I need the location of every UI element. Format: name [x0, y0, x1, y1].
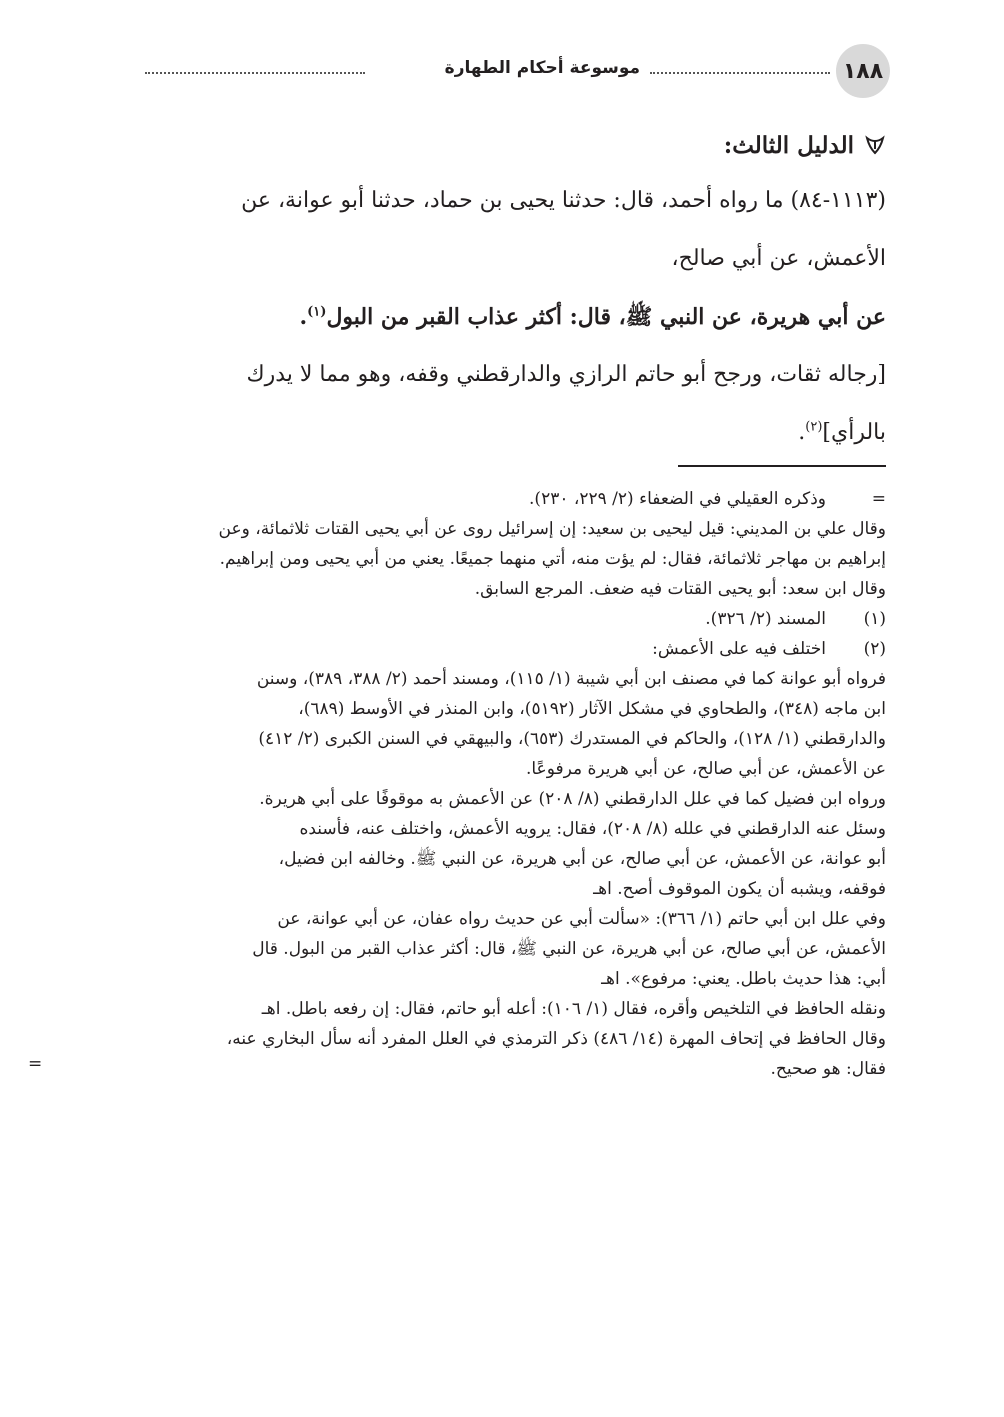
- section-heading: [146, 118, 886, 172]
- footnote-line: إبراهيم بن مهاجر ثلاثمائة، فقال: لم يؤت منه، أتي منهما جميعًا. يعني من أبي يحيى ومن إبراهيم.: [219, 549, 886, 569]
- footnote-1: [146, 604, 886, 634]
- continuation-marker: =: [871, 489, 886, 509]
- footnote-ref-1[interactable]: (١): [307, 304, 327, 320]
- footnote-line: والدارقطني (١/ ١٢٨)، والحاكم في المستدرك (٦٥٣)، والبيهقي في السنن الكبرى (٢/ ٤١٢): [258, 729, 886, 749]
- isnad-line-1: (١١١٣-٨٤) ما رواه أحمد، قال: حدثنا يحيى بن حماد، حدثنا أبو عوانة، عن: [241, 188, 886, 213]
- hadith-matn: [146, 288, 886, 346]
- footnote-line: اختلف فيه على الأعمش:: [652, 639, 826, 659]
- continued-marker: =: [28, 1054, 43, 1074]
- footnote-line: وذكره العقيلي في الضعفاء (٢/ ٢٢٩، ٢٣٠).: [529, 489, 826, 509]
- footnote-line: ابن ماجه (٣٤٨)، والطحاوي في مشكل الآثار (٥١٩٢)، وابن المنذر في الأوسط (٦٨٩)،: [298, 699, 886, 719]
- grading-line-1: [رجاله ثقات، ورجح أبو حاتم الرازي والدارقطني وقفه، وهو مما لا يدرك: [246, 362, 886, 387]
- footnote-line: فوقفه، ويشبه أن يكون الموقوف أصح. اهـ: [593, 879, 886, 899]
- footnote-line: فرواه أبو عوانة كما في مصنف ابن أبي شيبة (١/ ١١٥)، ومسند أحمد (٢/ ٣٨٨، ٣٨٩)، وسنن: [256, 669, 886, 689]
- grading-line-2: بالرأي]: [822, 420, 886, 445]
- footnote-line: وقال علي بن المديني: قيل ليحيى بن سعيد: إن إسرائيل روى عن أبي يحيى القتات ثلاثمائة، وعن: [218, 519, 886, 539]
- header-dotted-rule-right: [650, 72, 830, 74]
- footnote-continuation: [146, 484, 886, 514]
- footnote-line: أبي: هذا حديث باطل. يعني: مرفوع». اهـ: [601, 969, 886, 989]
- hadith-paragraph-isnad: [146, 172, 886, 288]
- footnote-line: وقال الحافظ في إتحاف المهرة (١٤/ ٤٨٦) ذكر الترمذي في العلل المفرد أنه سأل البخاري عنه،: [226, 1029, 886, 1049]
- footnote-line: وقال ابن سعد: أبو يحيى القتات فيه ضعف. المرجع السابق.: [474, 579, 886, 599]
- grading-paragraph: [146, 346, 886, 462]
- footnote-line: الأعمش، عن أبي صالح، عن أبي هريرة، عن النبي ﷺ، قال: أكثر عذاب القبر من البول. قال: [252, 939, 886, 959]
- footnote-separator: [678, 465, 886, 467]
- footnote-line: ورواه ابن فضيل كما في علل الدارقطني (٨/ ٢٠٨) عن الأعمش به موقوفًا على أبي هريرة.: [259, 789, 886, 809]
- footnote-line: وفي علل ابن أبي حاتم (١/ ٣٦٦): «سألت أبي عن حديث رواه عفان، عن أبي عوانة، عن: [277, 909, 886, 929]
- footnote-line: فقال: هو صحيح.: [770, 1059, 886, 1079]
- footnote-marker-1: (١): [863, 609, 886, 629]
- page-number-badge: ١٨٨: [836, 44, 890, 98]
- header-dotted-rule-left: [145, 72, 365, 74]
- matn-end: .: [299, 304, 308, 330]
- footnote-ref-2[interactable]: (٢): [805, 419, 823, 435]
- isnad-line-2: الأعمش، عن أبي صالح،: [671, 246, 886, 271]
- ornament-icon: [864, 134, 886, 156]
- footnote-line: أبو عوانة، عن الأعمش، عن أبي صالح، عن أبي هريرة، عن النبي ﷺ. وخالفه ابن فضيل،: [278, 849, 886, 869]
- footnote-2: [146, 634, 886, 664]
- footnote-line: وسئل عنه الدارقطني في علله (٨/ ٢٠٨)، فقال: يرويه الأعمش، واختلف عنه، فأسنده: [299, 819, 886, 839]
- main-text: [146, 118, 886, 462]
- footnote-line: عن الأعمش، عن أبي صالح، عن أبي هريرة مرفوعًا.: [525, 759, 886, 779]
- footnotes: [28, 484, 886, 1084]
- footnote-line: ونقله الحافظ في التلخيص وأقره، فقال (١/ ١٠٦): أعله أبو حاتم، فقال: إن رفعه باطل. اهـ: [261, 999, 886, 1019]
- matn-text: عن أبي هريرة، عن النبي ﷺ، قال: أكثر عذاب القبر من البول: [326, 304, 886, 330]
- footnote-marker-2: (٢): [863, 639, 886, 659]
- heading-text: الدليل الثالث:: [723, 131, 854, 159]
- grading-end: .: [798, 420, 806, 445]
- footnote-line: المسند (٢/ ٣٢٦).: [705, 609, 826, 629]
- book-title: موسوعة أحكام الطهارة: [444, 58, 640, 78]
- running-header: [145, 44, 890, 100]
